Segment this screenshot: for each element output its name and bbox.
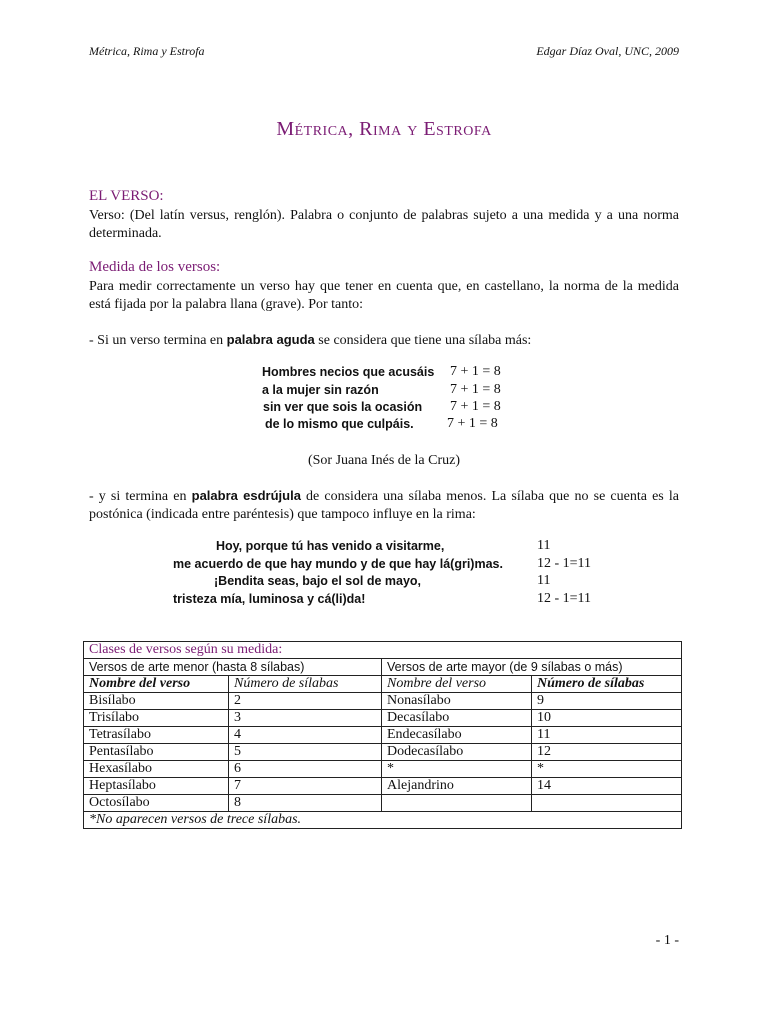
table-title: Clases de versos según su medida: <box>84 642 682 659</box>
esdrujula-rule-bold: palabra esdrújula <box>191 488 301 503</box>
aguda-rule <box>89 331 679 350</box>
col-header-name-menor: Nombre del verso <box>84 676 229 693</box>
cell-num-mayor: 12 <box>532 744 682 761</box>
esdrujula-calc-3: 11 <box>537 573 551 588</box>
table-row <box>84 727 682 744</box>
col-header-name-mayor: Nombre del verso <box>382 676 532 693</box>
esdrujula-rule <box>89 487 679 524</box>
table-row <box>84 744 682 761</box>
table-header-row <box>84 676 682 693</box>
esdrujula-verse-1: Hoy, porque tú has venido a visitarme, <box>216 539 445 553</box>
table-note-row <box>84 812 682 829</box>
aguda-rule-bold: palabra aguda <box>226 332 315 347</box>
aguda-verse-2: a la mujer sin razón <box>262 383 379 397</box>
verso-definition: Verso: (Del latín versus, renglón). Palabra o conjunto de palabras sujeto a una medida y a una norma determinada. <box>89 208 679 241</box>
cell-name-mayor: Nonasílabo <box>382 693 532 710</box>
section-heading-verso: EL VERSO: <box>89 188 164 204</box>
cell-num-mayor: 10 <box>532 710 682 727</box>
table-row <box>84 761 682 778</box>
aguda-calc-3: 7 + 1 = 8 <box>450 399 501 414</box>
aguda-verse-1: Hombres necios que acusáis <box>262 365 435 379</box>
cell-name-mayor <box>382 795 532 812</box>
cell-num-menor: 7 <box>229 778 382 795</box>
medida-intro: Para medir correctamente un verso hay que tener en cuenta que, en castellano, la norma de la medida está fijada por la palabra llana (grave). Por tanto: <box>89 279 679 312</box>
cell-name-mayor: Endecasílabo <box>382 727 532 744</box>
aguda-calc-4: 7 + 1 = 8 <box>447 416 498 431</box>
col-header-num-menor: Número de sílabas <box>229 676 382 693</box>
aguda-calc-2: 7 + 1 = 8 <box>450 382 501 397</box>
cell-num-mayor: 14 <box>532 778 682 795</box>
table-note: *No aparecen versos de trece sílabas. <box>84 812 682 829</box>
cell-name-mayor: Alejandrino <box>382 778 532 795</box>
page-title: Métrica, Rima y Estrofa <box>276 118 492 140</box>
aguda-author: (Sor Juana Inés de la Cruz) <box>307 453 460 468</box>
aguda-calc-1: 7 + 1 = 8 <box>450 364 501 379</box>
esdrujula-calc-4: 12 - 1=11 <box>537 591 592 606</box>
section-heading-medida: Medida de los versos: <box>89 259 221 275</box>
table-title-row <box>84 642 682 659</box>
cell-name-menor: Bisílabo <box>84 693 229 710</box>
cell-name-mayor: Decasílabo <box>382 710 532 727</box>
col-header-num-mayor: Número de sílabas <box>532 676 682 693</box>
esdrujula-calc-2: 12 - 1=11 <box>537 556 592 571</box>
cell-name-menor: Hexasílabo <box>84 761 229 778</box>
cell-name-menor: Heptasílabo <box>84 778 229 795</box>
cell-num-menor: 5 <box>229 744 382 761</box>
esdrujula-verse-4: tristeza mía, luminosa y cá(li)da! <box>173 592 366 606</box>
page-number: - 1 - <box>655 933 679 948</box>
aguda-rule-pre: - Si un verso termina en <box>89 333 227 348</box>
cell-name-menor: Tetrasílabo <box>84 727 229 744</box>
running-header-right: Edgar Díaz Oval, UNC, 2009 <box>536 44 679 58</box>
cell-num-mayor <box>532 795 682 812</box>
table-row <box>84 778 682 795</box>
running-header-left: Métrica, Rima y Estrofa <box>89 44 205 58</box>
table-row <box>84 693 682 710</box>
esdrujula-verse-3: ¡Bendita seas, bajo el sol de mayo, <box>214 574 422 588</box>
verse-classes-table <box>83 641 682 829</box>
cell-num-menor: 4 <box>229 727 382 744</box>
cell-name-menor: Pentasílabo <box>84 744 229 761</box>
cell-num-menor: 3 <box>229 710 382 727</box>
aguda-verse-4: de lo mismo que culpáis. <box>265 417 414 431</box>
esdrujula-rule-post: de considera una sílaba menos. La sílaba que no se cuenta es la postónica (indicada entre paréntesis) que tampoco influye en la rima: <box>89 489 679 522</box>
aguda-rule-post: se considera que tiene una sílaba más: <box>314 333 532 348</box>
esdrujula-verse-2: me acuerdo de que hay mundo y de que hay lá(gri)mas. <box>173 557 503 571</box>
table-group-row <box>84 659 682 676</box>
cell-name-mayor: Dodecasílabo <box>382 744 532 761</box>
cell-num-mayor: 11 <box>532 727 682 744</box>
cell-name-menor: Octosílabo <box>84 795 229 812</box>
group-arte-mayor: Versos de arte mayor (de 9 sílabas o más) <box>382 659 682 676</box>
group-arte-menor: Versos de arte menor (hasta 8 sílabas) <box>84 659 382 676</box>
cell-num-menor: 8 <box>229 795 382 812</box>
esdrujula-calc-1: 11 <box>537 538 551 553</box>
cell-num-mayor: 9 <box>532 693 682 710</box>
esdrujula-rule-pre: - y si termina en <box>89 489 192 504</box>
aguda-verse-3: sin ver que sois la ocasión <box>263 400 423 414</box>
cell-num-mayor: * <box>532 761 682 778</box>
table-row <box>84 795 682 812</box>
cell-num-menor: 2 <box>229 693 382 710</box>
cell-name-menor: Trisílabo <box>84 710 229 727</box>
table-row <box>84 710 682 727</box>
cell-num-menor: 6 <box>229 761 382 778</box>
cell-name-mayor: * <box>382 761 532 778</box>
